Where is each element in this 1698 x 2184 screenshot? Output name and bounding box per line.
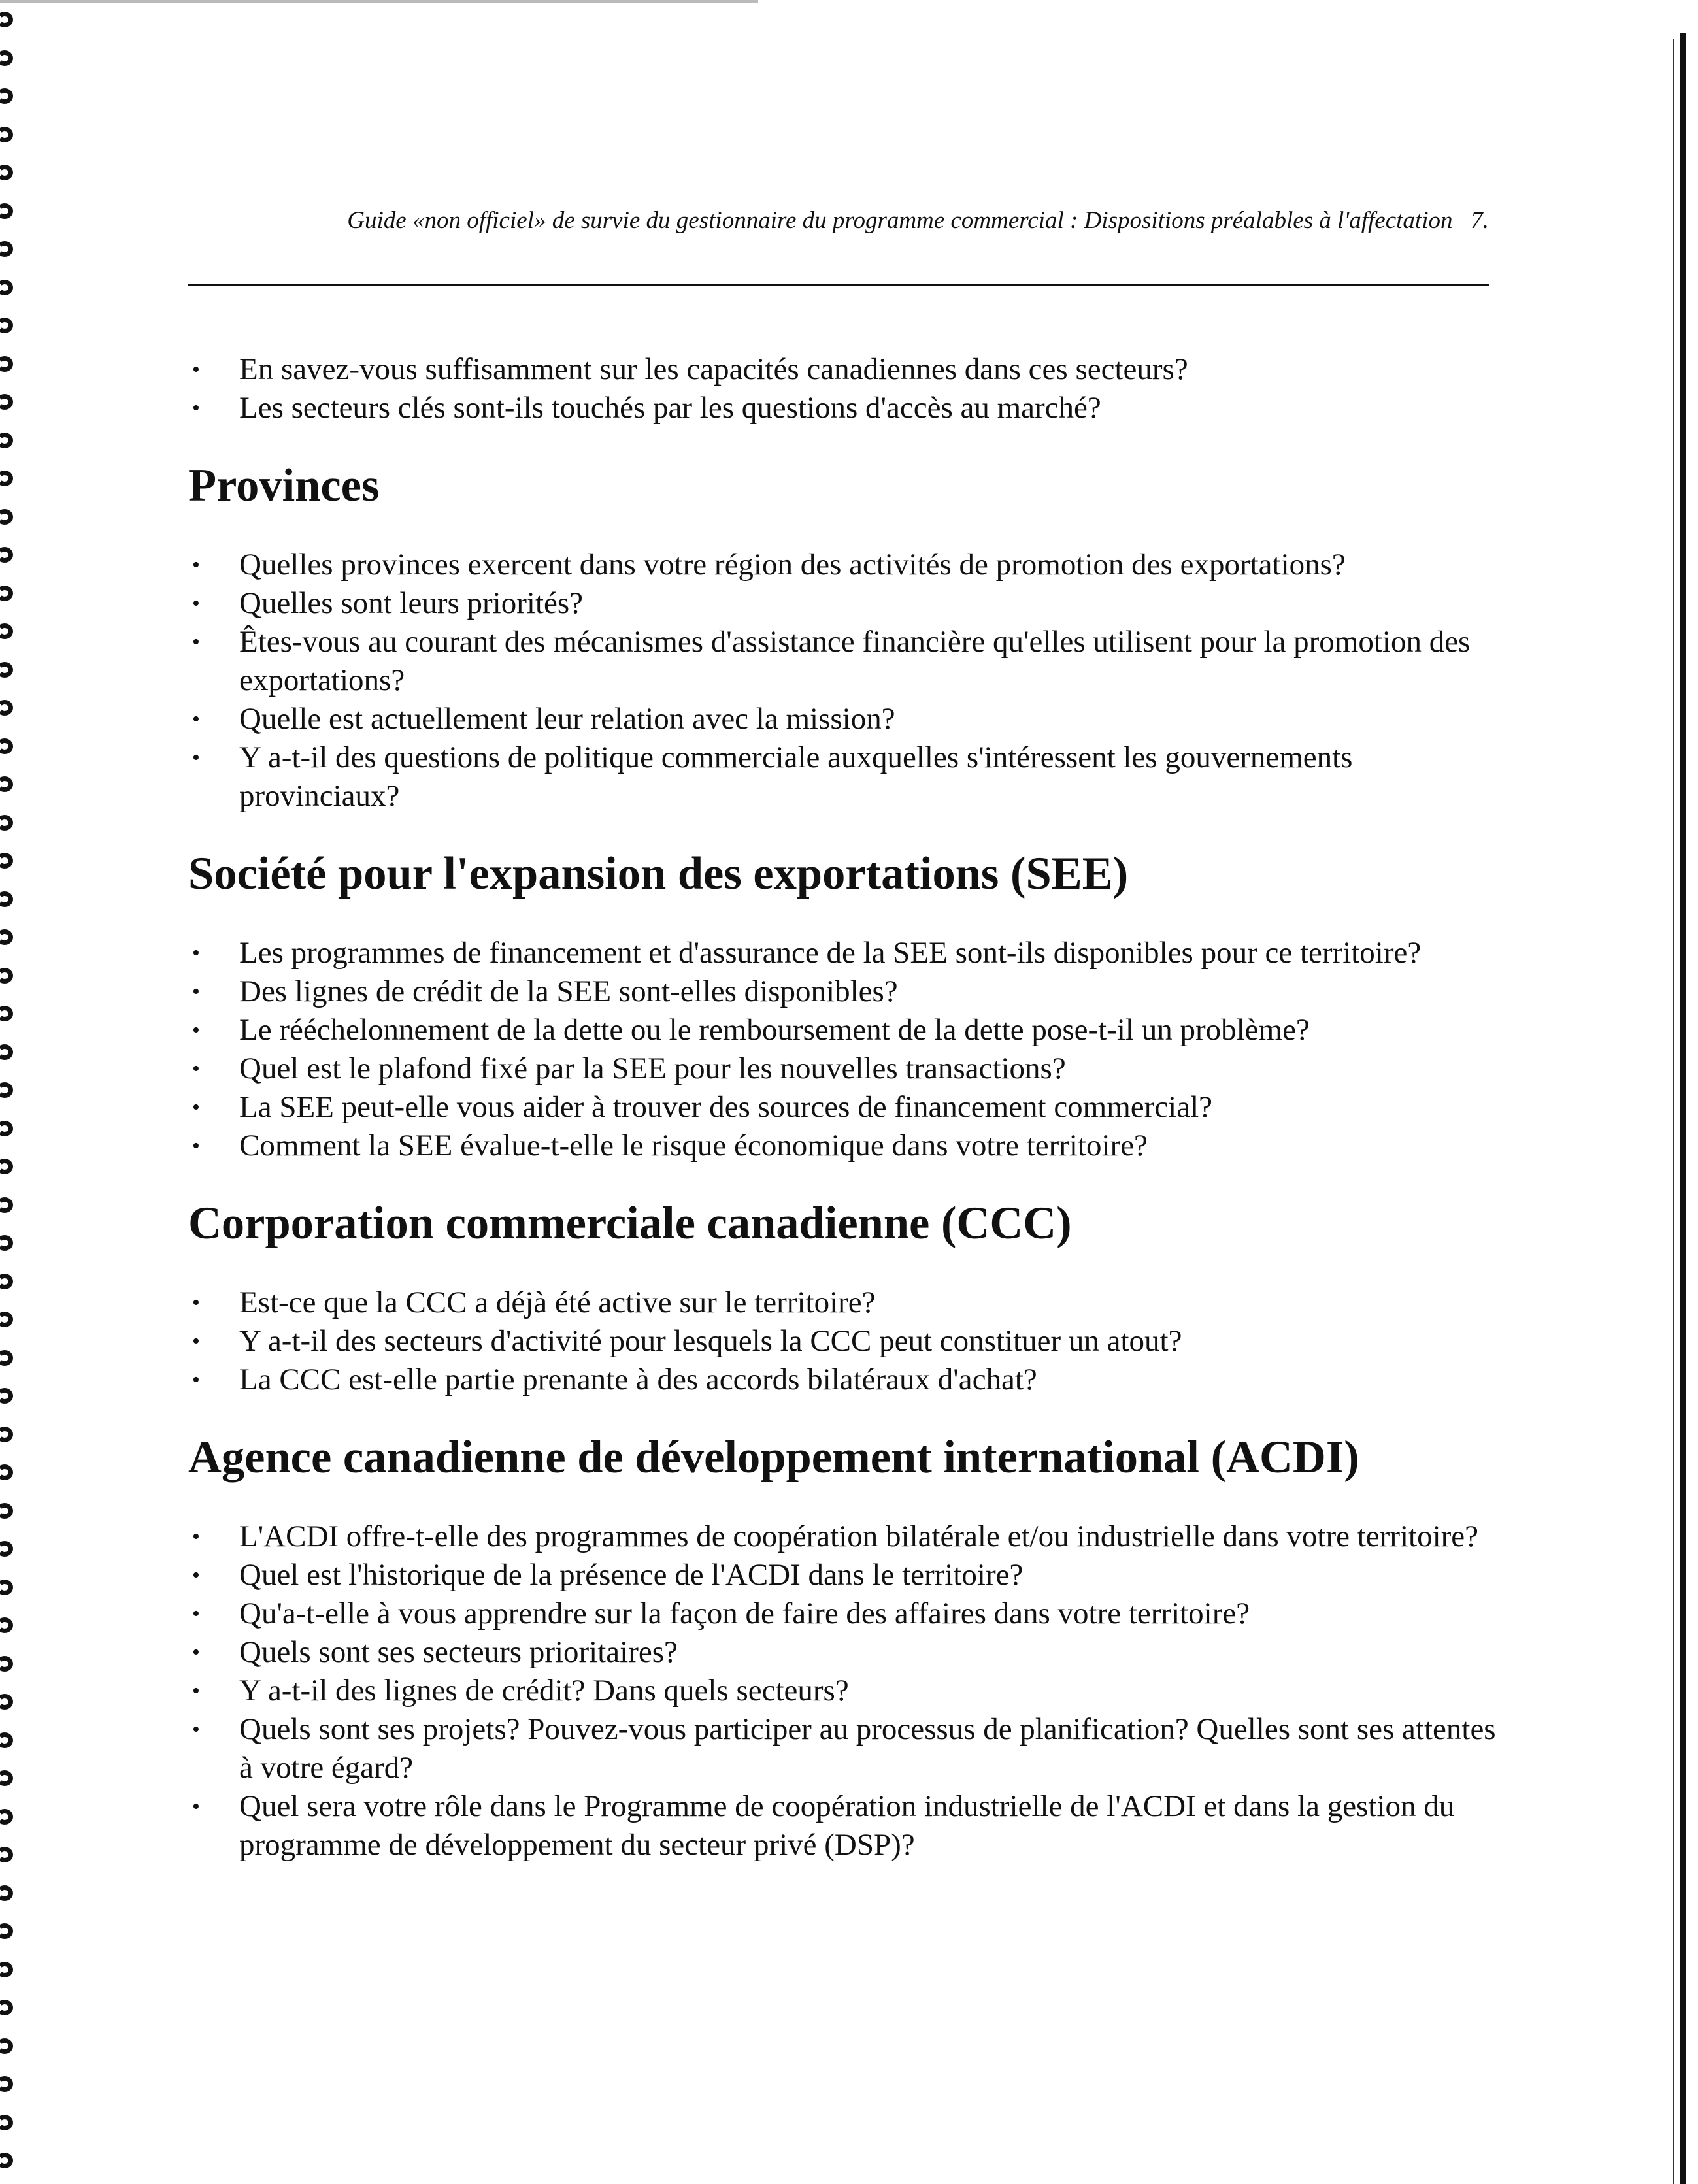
list-item: • Des lignes de crédit de la SEE sont-elles disponibles? (188, 972, 1515, 1011)
binding-ring (0, 623, 13, 639)
section-list-acdi (188, 1517, 1515, 1864)
binding-ring (0, 1656, 13, 1672)
binding-ring (0, 318, 13, 333)
binding-ring (0, 356, 13, 372)
binding-ring (0, 1159, 13, 1174)
binding-ring (0, 1235, 13, 1251)
binding-ring (0, 1121, 13, 1136)
binding-ring (0, 280, 13, 295)
binding-ring (0, 1082, 13, 1098)
list-item: • Le rééchelonnement de la dette ou le remboursement de la dette pose-t-il un problème? (188, 1011, 1515, 1050)
binding-ring (0, 815, 13, 831)
spiral-binding (0, 0, 20, 2184)
page-edge (1680, 33, 1686, 2184)
running-title: Guide «non officiel» de survie du gestionnaire du programme commercial : Dispositions préalables à l'affectation (347, 207, 1453, 234)
section-list-see (188, 934, 1515, 1165)
list-item: • Les secteurs clés sont-ils touchés par les questions d'accès au marché? (188, 389, 1515, 427)
binding-ring (0, 509, 13, 525)
binding-ring (0, 1962, 13, 1977)
binding-ring (0, 50, 13, 66)
binding-ring (0, 1847, 13, 1862)
binding-ring (0, 1464, 13, 1480)
section-title-provinces: Provinces (188, 460, 380, 511)
binding-ring (0, 776, 13, 792)
binding-ring (0, 1885, 13, 1901)
binding-ring (0, 968, 13, 984)
binding-ring (0, 1044, 13, 1060)
binding-ring (0, 1580, 13, 1595)
running-header (188, 207, 1489, 235)
binding-ring (0, 203, 13, 219)
binding-ring (0, 700, 13, 716)
binding-ring (0, 394, 13, 410)
section-title-ccc: Corporation commerciale canadienne (CCC) (188, 1198, 1072, 1249)
list-item: • Est-ce que la CCC a déjà été active sur le territoire? (188, 1283, 1515, 1322)
binding-ring (0, 1006, 13, 1021)
list-item: • Y a-t-il des questions de politique commerciale auxquelles s'intéressent les gouvernements provinciaux? (188, 738, 1515, 816)
list-item: • L'ACDI offre-t-elle des programmes de coopération bilatérale et/ou industrielle dans votre territoire? (188, 1517, 1515, 1556)
list-item: • Êtes-vous au courant des mécanismes d'assistance financière qu'elles utilisent pour la promotion des exportations? (188, 623, 1515, 700)
binding-ring (0, 1770, 13, 1786)
binding-ring (0, 12, 13, 27)
scan-top-mark (0, 0, 758, 3)
binding-ring (0, 2076, 13, 2092)
binding-ring (0, 1617, 13, 1633)
binding-ring (0, 2038, 13, 2054)
list-item: • Comment la SEE évalue-t-elle le risque économique dans votre territoire? (188, 1127, 1515, 1165)
binding-ring (0, 1312, 13, 1327)
list-item: • Quel sera votre rôle dans le Programme de coopération industrielle de l'ACDI et dans la gestion du programme de développement du secteur privé (DSP)? (188, 1787, 1515, 1864)
binding-ring (0, 88, 13, 104)
binding-ring (0, 1732, 13, 1748)
list-item: • En savez-vous suffisamment sur les capacités canadiennes dans ces secteurs? (188, 350, 1515, 389)
binding-ring (0, 1388, 13, 1404)
list-item: • Quels sont ses secteurs prioritaires? (188, 1633, 1515, 1672)
binding-ring (0, 1541, 13, 1557)
list-item: • Qu'a-t-elle à vous apprendre sur la façon de faire des affaires dans votre territoire? (188, 1595, 1515, 1633)
page-number: 7. (1471, 207, 1489, 234)
binding-ring (0, 1694, 13, 1710)
binding-ring (0, 241, 13, 257)
binding-ring (0, 929, 13, 945)
section-title-acdi: Agence canadienne de développement international (ACDI) (188, 1432, 1359, 1483)
binding-ring (0, 1809, 13, 1825)
binding-ring (0, 1503, 13, 1519)
list-item: • Les programmes de financement et d'assurance de la SEE sont-ils disponibles pour ce territoire? (188, 934, 1515, 972)
list-item: • Quels sont ses projets? Pouvez-vous participer au processus de planification? Quelles sont ses attentes à votre égard? (188, 1710, 1515, 1787)
page-edge-inner (1673, 39, 1674, 2184)
list-item: • Quelles sont leurs priorités? (188, 584, 1515, 623)
binding-ring (0, 2115, 13, 2130)
page-body (188, 350, 1515, 1864)
binding-ring (0, 547, 13, 563)
list-item: • Quelle est actuellement leur relation avec la mission? (188, 700, 1515, 738)
binding-ring (0, 586, 13, 601)
section-title-see: Société pour l'expansion des exportations (SEE) (188, 848, 1129, 899)
binding-ring (0, 853, 13, 869)
list-item: • Y a-t-il des lignes de crédit? Dans quels secteurs? (188, 1672, 1515, 1710)
binding-ring (0, 738, 13, 754)
binding-ring (0, 471, 13, 486)
list-item: • Quelles provinces exercent dans votre région des activités de promotion des exportations? (188, 546, 1515, 584)
binding-ring (0, 891, 13, 907)
list-item: • La SEE peut-elle vous aider à trouver des sources de financement commercial? (188, 1088, 1515, 1127)
list-item: • Quel est le plafond fixé par la SEE pour les nouvelles transactions? (188, 1050, 1515, 1088)
binding-ring (0, 127, 13, 142)
binding-ring (0, 1197, 13, 1213)
binding-ring (0, 433, 13, 448)
section-list-ccc (188, 1283, 1515, 1399)
section-list-provinces (188, 546, 1515, 816)
binding-ring (0, 1350, 13, 1366)
list-item: • Y a-t-il des secteurs d'activité pour lesquels la CCC peut constituer un atout? (188, 1322, 1515, 1361)
list-item: • La CCC est-elle partie prenante à des accords bilatéraux d'achat? (188, 1361, 1515, 1399)
binding-ring (0, 2153, 13, 2168)
binding-ring (0, 1923, 13, 1939)
binding-ring (0, 1274, 13, 1289)
binding-ring (0, 662, 13, 678)
header-rule (188, 284, 1489, 286)
list-item: • Quel est l'historique de la présence de l'ACDI dans le territoire? (188, 1556, 1515, 1595)
intro-list (188, 350, 1515, 427)
binding-ring (0, 2000, 13, 2015)
binding-ring (0, 1427, 13, 1442)
binding-ring (0, 165, 13, 180)
